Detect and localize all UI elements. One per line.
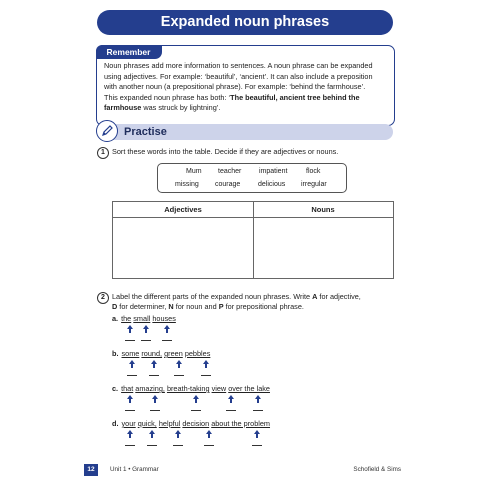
phrase-word: about the problem — [211, 419, 271, 428]
phrase-d — [112, 419, 270, 428]
remember-line: with another noun (a prepositional phrase). For example: ‘behind the farmhouse’. — [104, 82, 366, 91]
phrase-word: round, — [141, 349, 163, 358]
question-1-text: Sort these words into the table. Decide if they are adjectives or nouns. — [112, 147, 339, 156]
phrase-label: d. — [112, 419, 119, 428]
answer-blank[interactable] — [162, 340, 172, 341]
phrase-label: c. — [112, 384, 119, 393]
answer-blank[interactable] — [149, 375, 159, 376]
answer-blank[interactable] — [173, 445, 183, 446]
q2-key-letter: N — [168, 302, 174, 311]
q2-text-part: Label the different parts of the expanded noun phrases. Write — [112, 292, 313, 301]
column-header-nouns: Nouns — [311, 205, 335, 214]
arrow-up-icon — [126, 395, 134, 403]
phrase-c — [112, 384, 270, 393]
arrow-up-icon — [205, 430, 213, 438]
column-header-adjectives: Adjectives — [164, 205, 202, 214]
answer-blank[interactable] — [141, 340, 151, 341]
footer-publisher: Schofield & Sims — [353, 466, 401, 473]
arrow-up-icon — [254, 395, 262, 403]
remember-label: Remember — [96, 45, 162, 59]
q2-text-part: for prepositional phrase. — [223, 302, 304, 311]
question-number: 1 — [97, 147, 109, 159]
phrase-word: small — [133, 314, 151, 323]
arrow-up-icon — [142, 325, 150, 333]
page-title: Expanded noun phrases — [97, 10, 393, 35]
page-number: 12 — [84, 464, 98, 476]
question-2-text — [112, 292, 382, 312]
remember-line: Noun phrases add more information to sentences. A noun phrase can be expanded — [104, 61, 373, 70]
answer-blank[interactable] — [150, 410, 160, 411]
practise-heading: Practise — [124, 126, 167, 138]
answer-blank[interactable] — [125, 410, 135, 411]
arrow-up-icon — [128, 360, 136, 368]
phrase-word: pebbles — [184, 349, 211, 358]
answer-blank[interactable] — [127, 375, 137, 376]
phrase-word: helpful — [158, 419, 181, 428]
phrase-word: view — [211, 384, 227, 393]
word-bank-item: delicious — [258, 181, 286, 188]
remember-text — [104, 61, 389, 114]
phrase-word: quick, — [137, 419, 157, 428]
remember-example: The beautiful, ancient tree behind the farmhouse — [104, 92, 360, 112]
arrow-up-icon — [151, 395, 159, 403]
question-number: 2 — [97, 292, 109, 304]
arrow-up-icon — [126, 325, 134, 333]
answer-blank[interactable] — [201, 375, 211, 376]
answer-blank[interactable] — [252, 445, 262, 446]
arrow-up-icon — [192, 395, 200, 403]
q2-key-letter: A — [312, 292, 318, 301]
phrase-word: breath-taking — [166, 384, 210, 393]
arrow-up-icon — [202, 360, 210, 368]
answer-blank[interactable] — [147, 445, 157, 446]
answer-blank[interactable] — [226, 410, 236, 411]
phrase-word: the — [121, 314, 132, 323]
phrase-word: some — [121, 349, 140, 358]
phrase-label: b. — [112, 349, 119, 358]
page-footer — [84, 464, 401, 476]
phrase-word: green — [164, 349, 183, 358]
q2-key-letter: D — [112, 302, 118, 311]
sort-table — [112, 201, 394, 279]
phrase-word: decision — [182, 419, 210, 428]
pencil-icon — [96, 120, 118, 142]
phrase-word: over the lake — [228, 384, 270, 393]
arrow-up-icon — [126, 430, 134, 438]
word-bank-item: flock — [306, 168, 321, 175]
answer-blank[interactable] — [125, 445, 135, 446]
phrase-word: amazing, — [135, 384, 165, 393]
remember-box — [96, 45, 395, 126]
q2-key-letter: P — [218, 302, 224, 311]
phrase-b — [112, 349, 210, 358]
arrow-up-icon — [148, 430, 156, 438]
word-bank-item: teacher — [218, 168, 242, 175]
phrase-word: houses — [152, 314, 176, 323]
word-bank-item: missing — [175, 181, 199, 188]
word-bank — [157, 163, 347, 193]
q2-text-part: for adjective, — [317, 292, 361, 301]
phrase-label: a. — [112, 314, 119, 323]
q2-text-part: for noun and — [173, 302, 219, 311]
remember-quote-open: ‘ — [226, 92, 231, 102]
q2-text-part: for determiner, — [117, 302, 169, 311]
word-bank-item: Mum — [186, 168, 202, 175]
answer-blank[interactable] — [191, 410, 201, 411]
remember-line: This expanded noun phrase has both: — [104, 92, 227, 102]
arrow-up-icon — [174, 430, 182, 438]
word-bank-item: irregular — [301, 181, 327, 188]
arrow-up-icon — [253, 430, 261, 438]
arrow-up-icon — [150, 360, 158, 368]
phrase-a — [112, 314, 176, 323]
answer-blank[interactable] — [253, 410, 263, 411]
footer-unit: Unit 1 • Grammar — [110, 466, 159, 473]
arrow-up-icon — [227, 395, 235, 403]
arrow-up-icon — [163, 325, 171, 333]
answer-blank[interactable] — [174, 375, 184, 376]
phrase-word: your — [121, 419, 136, 428]
answer-blank[interactable] — [125, 340, 135, 341]
answer-blank[interactable] — [204, 445, 214, 446]
word-bank-item: courage — [215, 181, 241, 188]
phrase-word: that — [121, 384, 134, 393]
remember-line: using adjectives. For example: ‘beautiful’, ‘ancient’. It can also include a preposition — [104, 71, 373, 81]
arrow-up-icon — [175, 360, 183, 368]
table-column-divider — [253, 202, 254, 278]
remember-example-end: was struck by lightning’. — [141, 103, 221, 112]
word-bank-item: impatient — [259, 168, 288, 175]
